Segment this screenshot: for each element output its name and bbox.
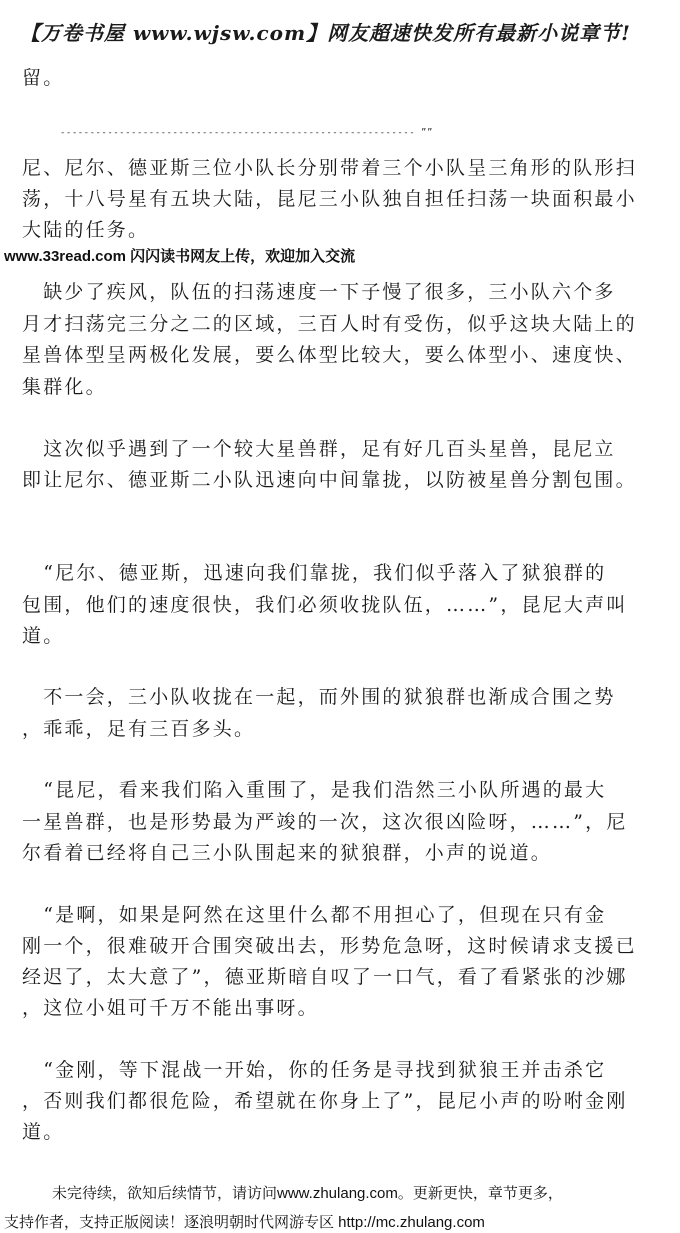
text-line: 留。 xyxy=(22,67,65,89)
text-line: 经迟了，太大意了”，德亚斯暗自叹了一口气，看了看紧张的沙娜 xyxy=(22,966,628,988)
text-line: 星兽体型呈两极化发展，要么体型比较大，要么体型小、速度快、 xyxy=(22,344,637,366)
footer-support: 支持作者，支持正版阅读！逐浪明朝时代网游专区 http://mc.zhulang.com xyxy=(4,1214,485,1231)
text-line: 不一会，三小队收拢在一起，而外围的狱狼群也渐成合围之势 xyxy=(22,686,616,708)
text-line: 道。 xyxy=(22,625,65,647)
text-line: 尔看着已经将自己三小队围起来的狱狼群，小声的说道。 xyxy=(22,842,553,864)
text-line: “金刚，等下混战一开始，你的任务是寻找到狱狼王并击杀它 xyxy=(22,1059,607,1081)
text-line: 月才扫荡完三分之二的区域，三百人时有受伤，似乎这块大陆上的 xyxy=(22,313,637,335)
text-line: ，否则我们都很危险，希望就在你身上了”，昆尼小声的吩咐金刚 xyxy=(22,1090,628,1112)
footer-notice: 未完待续，欲知后续情节，请访问www.zhulang.com。更新更快，章节更多， xyxy=(52,1185,563,1202)
text-line: 一星兽群，也是形势最为严竣的一次，这次很凶险呀，……”，尼 xyxy=(22,811,628,833)
text-line: “尼尔、德亚斯，迅速向我们靠拢，我们似乎落入了狱狼群的 xyxy=(22,562,607,584)
text-line: 荡，十八号星有五块大陆，昆尼三小队独自担任扫荡一块面积最小 xyxy=(22,188,637,210)
text-line: ，乖乖，足有三百多头。 xyxy=(22,718,256,740)
source-watermark: www.33read.com 闪闪读书网友上传，欢迎加入交流 xyxy=(4,248,356,265)
text-line: 包围，他们的速度很快，我们必须收拢队伍，……”，昆尼大声叫 xyxy=(22,594,628,616)
text-line: “是啊，如果是阿然在这里什么都不用担心了，但现在只有金 xyxy=(22,904,607,926)
text-line: 道。 xyxy=(22,1121,65,1143)
text-line: “昆尼，看来我们陷入重围了，是我们浩然三小队所遇的最大 xyxy=(22,779,607,801)
text-line: ，这位小姐可千万不能出事呀。 xyxy=(22,997,319,1019)
text-line: 大陆的任务。 xyxy=(22,219,150,241)
site-banner: 【万卷书屋 www.wjsw.com】网友超速快发所有最新小说章节! xyxy=(20,21,631,45)
text-line: 集群化。 xyxy=(22,376,107,398)
text-line: 这次似乎遇到了一个较大星兽群，足有好几百头星兽，昆尼立 xyxy=(22,438,616,460)
text-line: 尼、尼尔、德亚斯三位小队长分别带着三个小队呈三角形的队形扫 xyxy=(22,157,637,179)
text-line: 即让尼尔、德亚斯二小队迅速向中间靠拢，以防被星兽分割包围。 xyxy=(22,469,637,491)
text-line: 缺少了疾风，队伍的扫荡速度一下子慢了很多，三小队六个多 xyxy=(22,281,616,303)
text-line: 刚一个，很难破开合围突破出去，形势危急呀，这时候请求支援已 xyxy=(22,935,637,957)
section-divider: ------------------------------------------------------------ ”” xyxy=(60,128,433,138)
